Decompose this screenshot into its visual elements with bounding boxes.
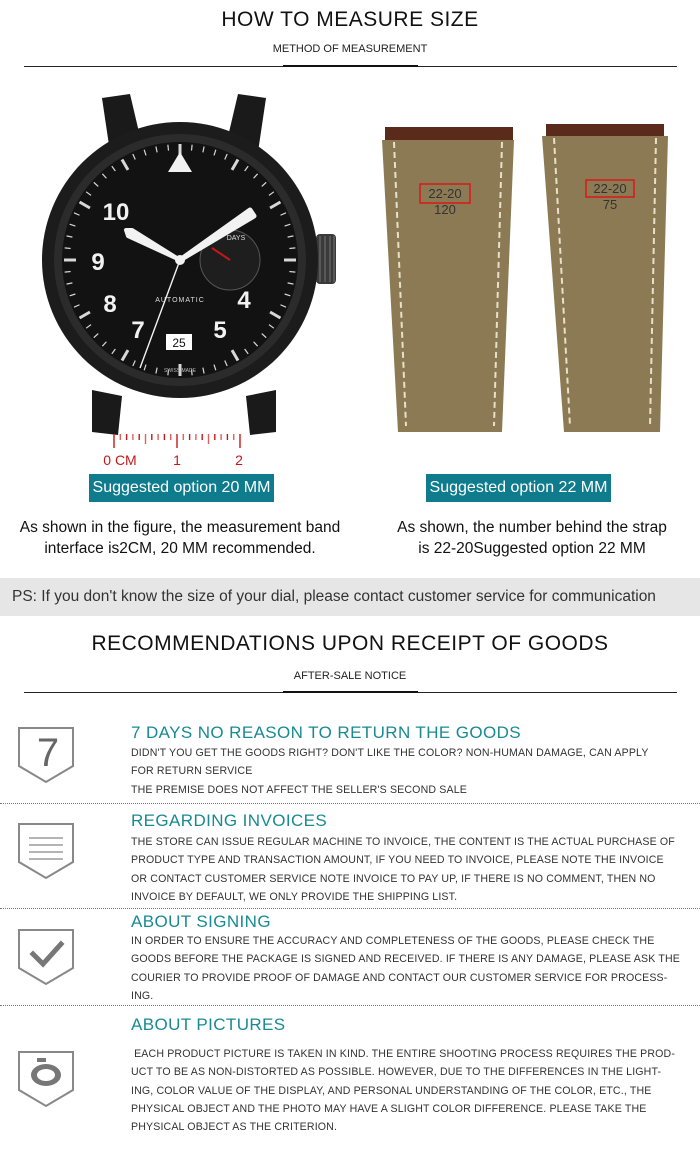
body-line: ING, COLOR VALUE OF THE DISPLAY, AND PERSONAL UNDERSTANDING OF THE COLOR, ETC., THE — [131, 1084, 652, 1097]
caption-line: interface is2CM, 20 MM recommended. — [44, 540, 316, 557]
dial-fine-print: SWISS MADE — [164, 368, 196, 374]
ps-notice: PS: If you don't know the size of your dial, please contact customer service for communication — [0, 578, 700, 616]
section-title-returns: 7 DAYS NO REASON TO RETURN THE GOODS — [131, 723, 522, 742]
section-title-invoices: REGARDING INVOICES — [131, 811, 328, 830]
dial-numeral: 7 — [131, 317, 145, 344]
dotted-divider — [0, 1005, 700, 1006]
dotted-divider — [0, 908, 700, 909]
icon-digit: 7 — [36, 731, 60, 775]
dotted-divider — [0, 803, 700, 804]
body-line: EACH PRODUCT PICTURE IS TAKEN IN KIND. THE ENTIRE SHOOTING PROCESS REQUIRES THE PROD- — [131, 1048, 676, 1060]
date-window: 25 — [172, 336, 186, 350]
dial-numeral: 8 — [103, 291, 117, 318]
receipt-title: RECOMMENDATIONS UPON RECEIPT OF GOODS — [91, 632, 609, 655]
section-title-pictures: ABOUT PICTURES — [131, 1015, 286, 1034]
dial-numeral: 10 — [102, 199, 130, 226]
camera-icon — [17, 1050, 75, 1108]
dial-tick — [65, 271, 71, 272]
section-body-invoices — [131, 833, 691, 906]
suggested-option-badge-right: Suggested option 22 MM — [426, 474, 611, 502]
body-line: THE STORE CAN ISSUE REGULAR MACHINE TO INVOICE, THE CONTENT IS THE ACTUAL PURCHASE OF — [131, 836, 675, 848]
body-line: ING. — [131, 989, 154, 1002]
body-line: DIDN'T YOU GET THE GOODS RIGHT? DON'T LIKE THE COLOR? NON-HUMAN DAMAGE, CAN APPLY — [131, 747, 649, 759]
strap-length-mark: 75 — [602, 197, 618, 212]
strap-size-mark: 22-20 — [428, 186, 462, 201]
section-title-signing: ABOUT SIGNING — [131, 912, 271, 931]
dial-tick — [65, 248, 71, 249]
ruler-label: 0 CM — [103, 452, 137, 468]
body-line: PHYSICAL OBJECT AND THE PHOTO MAY HAVE A SLIGHT COLOR DIFFERENCE. PLEASE TAKE THE — [131, 1102, 647, 1115]
caption-line: As shown in the figure, the measurement band — [19, 519, 341, 536]
strap-length-mark: 120 — [434, 202, 456, 217]
invoice-icon — [17, 822, 75, 880]
number-7-icon — [17, 726, 75, 784]
body-line: PRODUCT TYPE AND TRANSACTION AMOUNT, IF YOU NEED TO INVOICE, PLEASE NOTE THE INVOICE — [131, 854, 664, 867]
section-body-returns — [131, 744, 691, 799]
body-line: PHYSICAL OBJECT AS THE CRITERION. — [131, 1121, 338, 1134]
page-title: HOW TO MEASURE SIZE — [221, 8, 479, 31]
section-body-signing — [131, 932, 691, 1005]
section-subtitle: METHOD OF MEASUREMENT — [272, 43, 428, 55]
dial-label: AUTOMATIC — [155, 297, 205, 304]
caption-line: is 22-20Suggested option 22 MM — [418, 540, 646, 557]
body-line: THE PREMISE DOES NOT AFFECT THE SELLER'S SECOND SALE — [131, 783, 467, 796]
subdial-label: DAYS — [226, 235, 246, 242]
left-caption — [5, 517, 355, 559]
ruler-label: 1 — [173, 452, 181, 468]
body-line: COURIER TO PROVIDE PROOF OF DAMAGE AND CONTACT OUR CUSTOMER SERVICE FOR PROCESS- — [131, 971, 668, 984]
dial-numeral: 9 — [91, 249, 105, 276]
ruler-label: 2 — [235, 452, 243, 468]
ruler — [100, 430, 260, 470]
caption-line: As shown, the number behind the strap — [397, 519, 667, 536]
dial-tick — [289, 271, 295, 272]
body-line: OR CONTACT CUSTOMER SERVICE NOTE INVOICE TO PAY UP, IF THERE IS NO COMMENT, THEN NO — [131, 872, 656, 885]
watch-image — [30, 90, 360, 470]
dial-tick — [191, 145, 192, 151]
suggested-option-badge-left: Suggested option 20 MM — [89, 474, 274, 502]
divider-accent — [283, 65, 418, 67]
dial-numeral: 4 — [237, 287, 251, 314]
dial-tick — [168, 145, 169, 151]
body-line: UCT TO BE AS NON-DISTORTED AS POSSIBLE. HOWEVER, DUE TO THE DIFFERENCES IN THE LIGHT- — [131, 1066, 662, 1079]
right-caption — [357, 517, 700, 559]
body-line: INVOICE BY DEFAULT, WE ONLY PROVIDE THE SHIPPING LIST. — [131, 890, 458, 903]
strap-size-mark: 22-20 — [593, 181, 627, 196]
body-line: FOR RETURN SERVICE — [131, 765, 253, 778]
receipt-subtitle: AFTER-SALE NOTICE — [293, 670, 407, 682]
checkmark-icon — [17, 928, 75, 986]
strap-image — [370, 120, 700, 435]
dial-tick — [289, 248, 295, 249]
divider-accent — [283, 691, 418, 693]
section-body-pictures — [131, 1045, 691, 1136]
body-line: IN ORDER TO ENSURE THE ACCURACY AND COMPLETENESS OF THE GOODS, PLEASE CHECK THE — [131, 935, 655, 947]
dial-numeral: 5 — [213, 317, 227, 344]
body-line: GOODS BEFORE THE PACKAGE IS SIGNED AND RECEIVED. IF THERE IS ANY DAMAGE, PLEASE ASK THE — [131, 953, 680, 966]
